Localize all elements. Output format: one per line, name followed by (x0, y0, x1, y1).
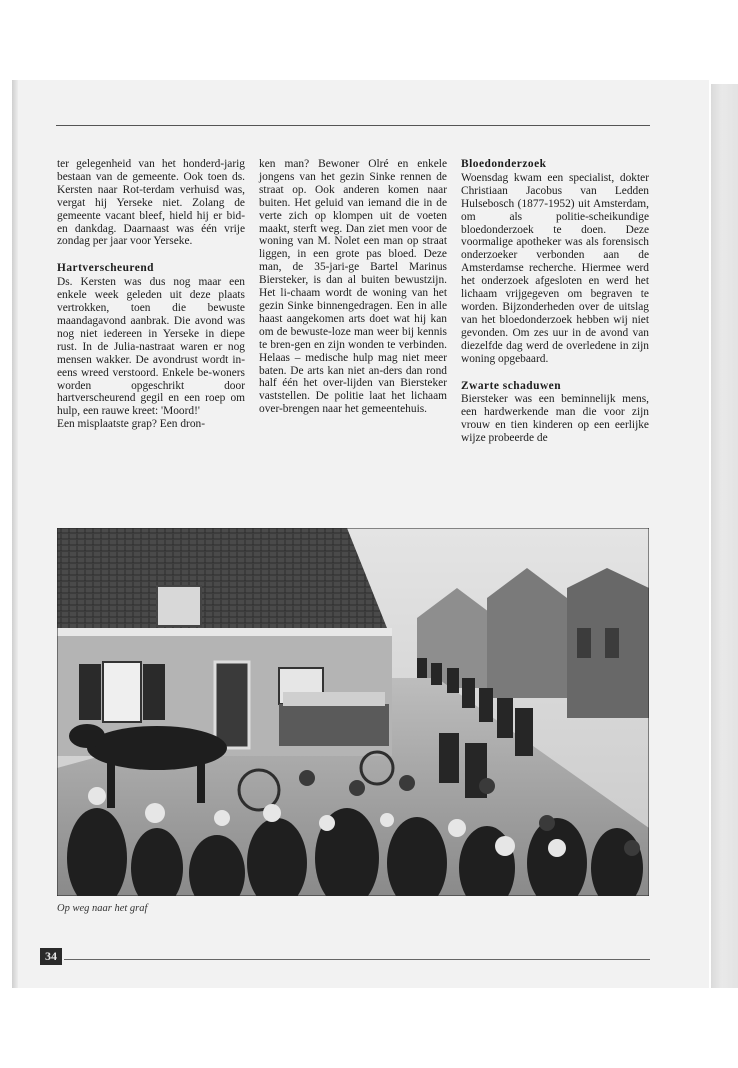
section-heading-zwarte-schaduwen: Zwarte schaduwen (461, 379, 562, 392)
page-binding-shadow (12, 80, 18, 988)
footer-rule (64, 959, 650, 960)
header-rule (56, 125, 650, 126)
column1-paragraph-3: Een misplaatste grap? Een dron- (57, 418, 206, 431)
column1-paragraph-1: ter gelegenheid van het honderd-jarig bestaan van de gemeente. Ook toen ds. Kersten naar Rot-terdam verhuisd was, vergat hij Yerseke niet. Zolang de gemeente vacant bleef, hield hij er bid- en dankdag. Daarnaast was één vrije zondag per jaar voor Yerseke. (57, 158, 245, 248)
column3-paragraph-1: Woensdag kwam een specialist, dokter Christiaan Jacobus van Ledden Hulsebosch (1877-1952) uit Amsterdam, om als politie-scheikundige bloedonderzoek te doen. Deze voormalige apotheker was als forensisch onderzoeker verbonden aan de Amsterdamse recherche. Hiermee werd het onderzoek afgesloten en werd het lichaam vrijgegeven om begraven te worden. Bijzonderheden over de uitslag van het bloedonderzoek hebben wij niet gevonden. Om zes uur in de avond van diezelfde dag werd de overledene in zijn woning opgebaard. (461, 171, 649, 365)
column3-paragraph-2: Biersteker was een beminnelijk mens, een hardwerkende man die voor zijn vrouw en tien kinderen op een eerlijke wijze probeerde de (461, 393, 649, 445)
column1-paragraph-2: Ds. Kersten was dus nog maar een enkele week geleden uit deze plaats vertrokken, toen die bewuste maandagavond aanbrak. Die avond was nog niet iedereen in Yerseke in diepe rust. In de Julia-nastraat waren er nog mensen wakker. De avondrust wordt in-eens wreed verstoord. Enkele be-woners worden opgeschrikt door hartverscheurend gegil en een roep om hulp, een rauwe kreet: 'Moord!' (57, 276, 245, 418)
photo-caption: Op weg naar het graf (57, 903, 148, 914)
facing-page-edge (711, 84, 738, 988)
section-heading-hartverscheurend: Hartverscheurend (57, 262, 155, 275)
text-column-2 (259, 158, 447, 416)
page-number: 34 (40, 948, 62, 965)
text-column-3 (461, 158, 649, 445)
column2-paragraph-1: ken man? Bewoner Olré en enkele jongens van het gezin Sinke rennen de straat op. Ook anderen komen naar buiten. Het geluid van iemand die in de verte zich op klompen uit de voeten maakt, sterft weg. Dan ziet men voor de woning van M. Nolet een man op straat liggen, in een grote pas bloed. Deze man, de 35-jari-ge Bartel Marinus Biersteker, is dan al buiten bewustzijn. Het li-chaam wordt de woning van het gezin Sinke binnengedragen. Een in alle haast aangekomen arts doet wat hij kan om de bewuste-loze man weer bij kennis te bren-gen en zijn wonden te verbinden. Helaas – medische hulp mag niet meer baten. De arts kan niet an-ders dan rond half één het over-lijden van Biersteker vaststellen. De politie laat het lichaam over-brengen naar het gemeentehuis. (259, 158, 447, 416)
section-heading-bloedonderzoek: Bloedonderzoek (461, 158, 547, 170)
funeral-procession-photo (57, 528, 649, 896)
text-column-1 (57, 158, 245, 431)
